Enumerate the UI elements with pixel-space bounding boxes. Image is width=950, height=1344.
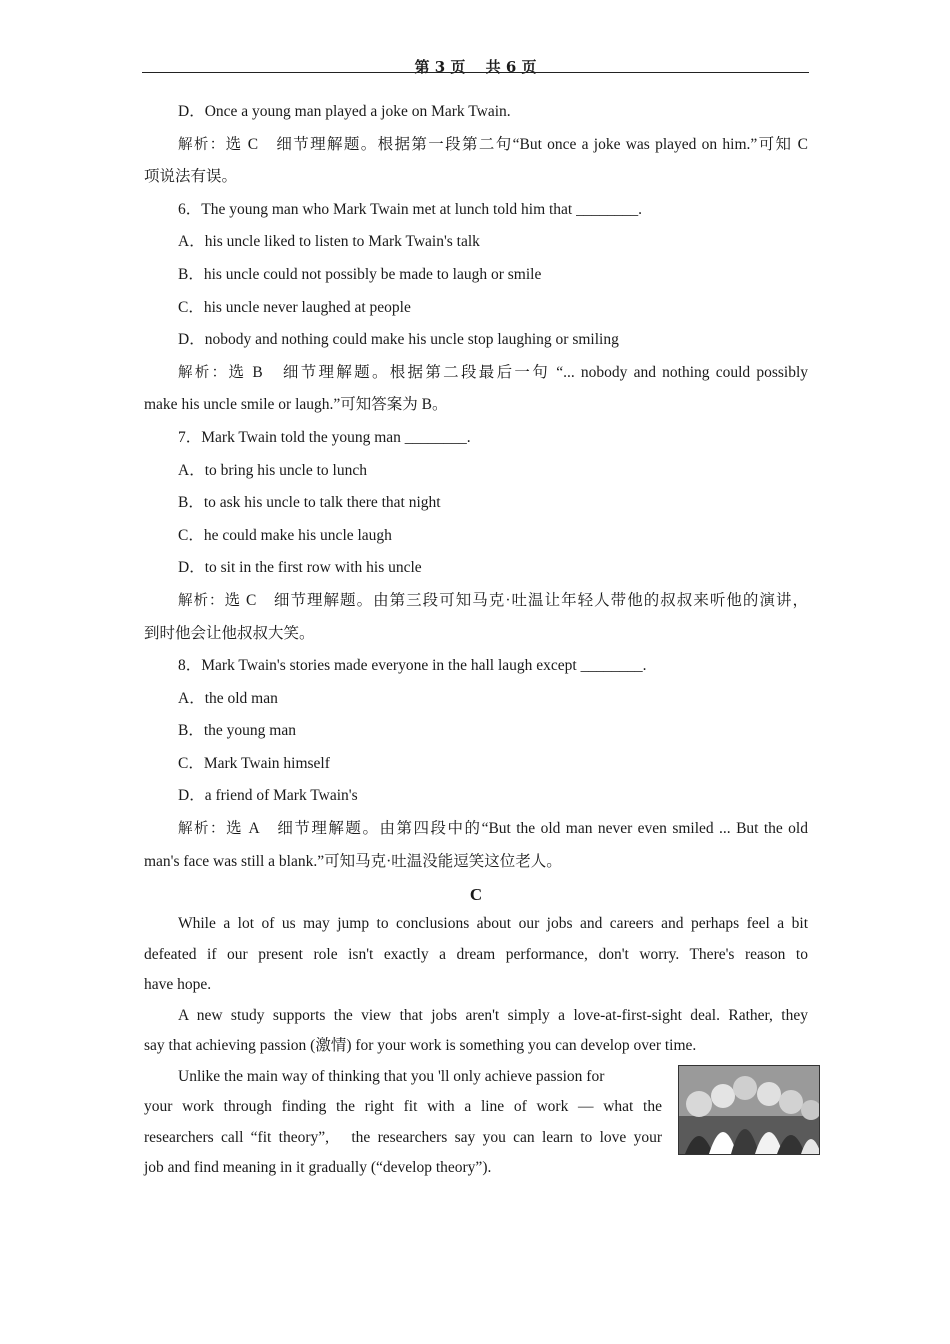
passage-with-photo	[144, 1063, 808, 1185]
option-b: B．the young man	[178, 722, 296, 740]
explanation-line: make his uncle smile or laugh.”可知答案为 B。	[144, 396, 448, 414]
option-a: A．his uncle liked to listen to Mark Twain's talk	[178, 233, 480, 251]
option-d: D．to sit in the first row with his uncle	[178, 559, 422, 577]
explanation-line	[144, 587, 808, 620]
option-b: B．to ask his uncle to talk there that night	[178, 494, 441, 512]
option-line: D．Once a young man played a joke on Mark Twain.	[178, 103, 511, 120]
explanation-line	[144, 359, 808, 392]
document-body	[144, 98, 808, 1335]
passage-line: Unlike the main way of thinking that you 'll only achieve passion for	[178, 1067, 605, 1085]
explanation-label: 解析：	[178, 592, 225, 609]
explanation-label: 解析：	[178, 136, 226, 153]
passage-line: job and find meaning in it gradually (“develop theory”).	[144, 1159, 492, 1177]
option-c: C．his uncle never laughed at people	[178, 298, 411, 316]
question-8: 8．Mark Twain's stories made everyone in the hall laugh except ________.	[178, 657, 647, 675]
explanation-line	[144, 815, 808, 848]
explanation-text: 选 C 细节理解题。根据第一段第二句“But once a joke was played on him.”可知 C	[225, 135, 808, 153]
explanation-label: 解析：	[178, 364, 229, 381]
explanation-text: 选 A 细节理解题。由第四段中的“But the old man never even smiled ... But the old	[226, 820, 808, 838]
explanation-line: 到时他会让他叔叔大笑。	[144, 624, 315, 642]
passage-line: While a lot of us may jump to conclusions about our jobs and careers and perhaps feel a bit	[178, 915, 808, 933]
explanation-line: man's face was still a blank.”可知马克·吐温没能逗笑这位老人。	[144, 852, 562, 870]
option-c: C．he could make his uncle laugh	[178, 526, 392, 544]
passage-line: researchers call “fit theory”, the researchers say you can learn to love your	[144, 1128, 662, 1146]
explanation-text: 选 B 细节理解题。根据第二段最后一句 “... nobody and nothing could possibly	[228, 363, 809, 381]
explanation-line: 项说法有误。	[144, 168, 238, 186]
passage-line: defeated if our present role isn't exactly a dream performance, don't worry. There's reason to	[144, 945, 808, 963]
option-a: A．to bring his uncle to lunch	[178, 461, 367, 479]
passage-line: A new study supports the view that jobs aren't simply a love-at-first-sight deal. Rather, they	[178, 1006, 808, 1024]
passage-line: your work through finding the right fit with a line of work — what the	[144, 1098, 662, 1116]
option-d: D．a friend of Mark Twain's	[178, 787, 358, 805]
explanation-line	[144, 131, 808, 164]
option-b: B．his uncle could not possibly be made to laugh or smile	[178, 265, 542, 283]
explanation-label: 解析：	[178, 821, 227, 838]
page-header: 第 3 页 共 6 页	[414, 58, 537, 76]
question-6: 6．The young man who Mark Twain met at lunch told him that ________.	[178, 200, 642, 218]
page-bottom-space	[144, 1185, 808, 1335]
option-a: A．the old man	[178, 689, 278, 707]
option-c: C．Mark Twain himself	[178, 754, 330, 772]
explanation-text: 选 C 细节理解题。由第三段可知马克·吐温让年轻人带他的叔叔来听他的演讲，	[224, 591, 808, 609]
passage-line: have hope.	[144, 976, 212, 994]
option-d: D．nobody and nothing could make his uncle stop laughing or smiling	[178, 331, 619, 349]
group-photo	[678, 1065, 820, 1155]
section-heading: C	[469, 885, 483, 905]
header-divider	[142, 72, 809, 73]
group-photo-image	[679, 1066, 819, 1154]
question-7: 7．Mark Twain told the young man ________.	[178, 428, 471, 446]
passage-line: say that achieving passion (激情) for your work is something you can develop over time.	[144, 1037, 697, 1055]
